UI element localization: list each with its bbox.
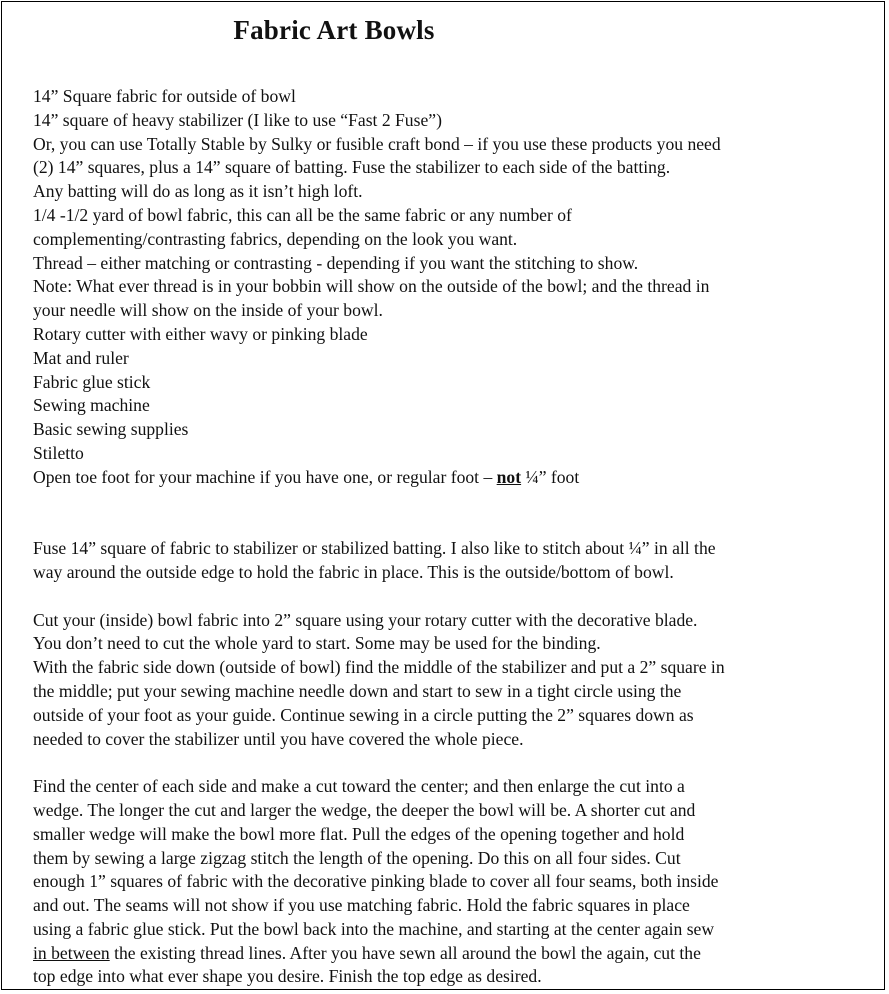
materials-line: (2) 14” squares, plus a 14” square of batting. Fuse the stabilizer to each side of the batting. [33, 157, 671, 178]
step2-line: outside of your foot as your guide. Continue sewing in a circle putting the 2” squares down as [33, 704, 694, 725]
materials-line: your needle will show on the inside of your bowl. [33, 300, 383, 321]
materials-line: 14” Square fabric for outside of bowl [33, 86, 296, 106]
materials-line: 1/4 -1/2 yard of bowl fabric, this can all be the same fabric or any number of [33, 204, 572, 225]
foot-line-tail: ¼” foot [521, 466, 580, 487]
materials-line: Rotary cutter with either wavy or pinking blade [33, 323, 368, 344]
emphasis-in-between: in between [33, 942, 110, 963]
step2-line: You don’t need to cut the whole yard to start. Some may be used for the binding. [33, 633, 601, 654]
materials-line: Fabric glue stick [33, 371, 151, 392]
step2-line: With the fabric side down (outside of bowl) find the middle of the stabilizer and put a 2” square in [33, 657, 725, 678]
materials-line: Sewing machine [33, 395, 150, 416]
step3-line-tail: the existing thread lines. After you have sewn all around the bowl the again, cut the [109, 942, 701, 963]
emphasis-not: not [496, 466, 522, 487]
foot-line [33, 466, 853, 490]
step1-line: Fuse 14” square of fabric to stabilizer or stabilized batting. I also like to stitch about ¼” in all the [33, 538, 716, 559]
step3-line: top edge into what ever shape you desire. Finish the top edge as desired. [33, 966, 542, 987]
materials-line: Stiletto [33, 442, 84, 463]
materials-line: Or, you can use Totally Stable by Sulky or fusible craft bond – if you use these products you need [33, 133, 721, 154]
step3-line: enough 1” squares of fabric with the decorative pinking blade to cover all four seams, both inside [33, 871, 719, 892]
paragraph-gap [33, 751, 853, 775]
step3-line: using a fabric glue stick. Put the bowl back into the machine, and starting at the center again sew [33, 918, 715, 939]
paragraph-gap [33, 585, 853, 609]
document-page [1, 1, 885, 990]
step3-line: them by sewing a large zigzag stitch the length of the opening. Do this on all four sides. Cut [33, 847, 681, 868]
step3-line: Find the center of each side and make a cut toward the center; and then enlarge the cut into a [33, 776, 685, 797]
document-body [33, 85, 853, 989]
materials-line: 14” square of heavy stabilizer (I like to use “Fast 2 Fuse”) [33, 109, 442, 130]
materials-line: complementing/contrasting fabrics, depending on the look you want. [33, 228, 518, 249]
step3-line: wedge. The longer the cut and larger the wedge, the deeper the bowl will be. A shorter cut and [33, 799, 696, 820]
step3-underlined-line [33, 942, 853, 966]
materials-line: Basic sewing supplies [33, 419, 189, 440]
step3-line: smaller wedge will make the bowl more flat. Pull the edges of the opening together and hold [33, 823, 685, 844]
materials-line: Mat and ruler [33, 347, 129, 368]
step2-line: Cut your (inside) bowl fabric into 2” square using your rotary cutter with the decorative blade. [33, 609, 698, 630]
step2-line: needed to cover the stabilizer until you have covered the whole piece. [33, 728, 524, 749]
paragraph-gap [33, 490, 853, 538]
step2-line: the middle; put your sewing machine needle down and start to sew in a tight circle using the [33, 680, 682, 701]
materials-line: Thread – either matching or contrasting - depending if you want the stitching to show. [33, 252, 639, 273]
foot-line-text: Open toe foot for your machine if you have one, or regular foot – [33, 466, 497, 487]
document-title: Fabric Art Bowls [233, 15, 435, 45]
step1-line: way around the outside edge to hold the fabric in place. This is the outside/bottom of bowl. [33, 561, 674, 582]
materials-line: Note: What ever thread is in your bobbin will show on the outside of the bowl; and the thread in [33, 276, 710, 297]
step3-line: and out. The seams will not show if you use matching fabric. Hold the fabric squares in place [33, 895, 690, 916]
materials-line: Any batting will do as long as it isn’t high loft. [33, 181, 363, 202]
